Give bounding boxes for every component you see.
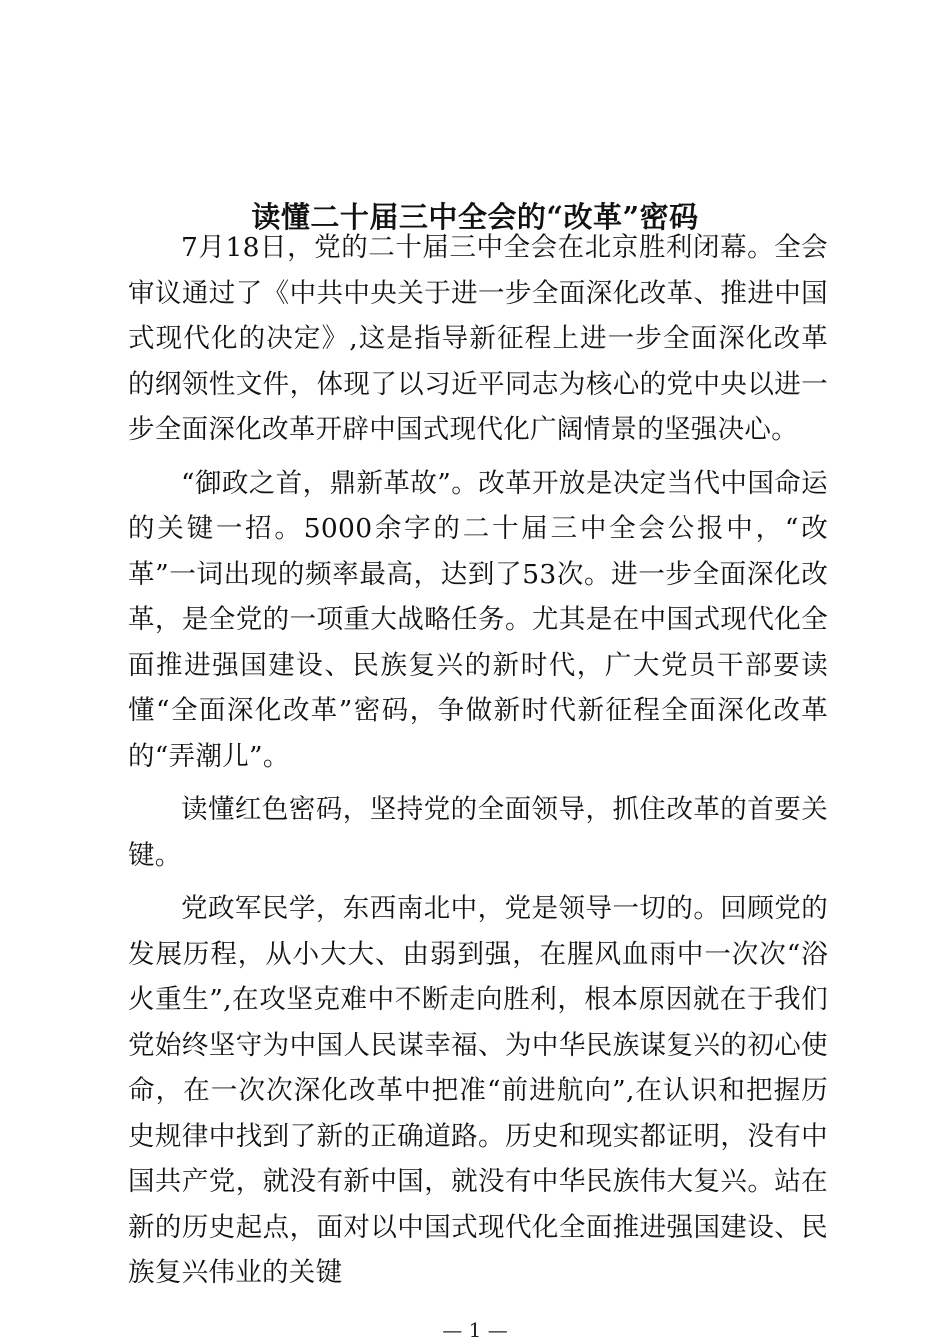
paragraph-4: 党政军民学，东西南北中，党是领导一切的。回顾党的发展历程，从小大大、由弱到强，在腥风血雨中一次次“浴火重生”,在攻坚克难中不断走向胜利，根本原因就在于我们党始终坚守为中国人民谋幸福、为中华民族谋复兴的初心使命，在一次次深化改革中把准“前进航向”,在认识和把握历史规律中找到了新的正确道路。历史和现实都证明，没有中国共产党，就没有新中国，就没有中华民族伟大复兴。站在新的历史起点，面对以中国式现代化全面推进强国建设、民族复兴伟业的关键 <box>128 893 828 1288</box>
paragraph-1: 7月18日，党的二十届三中全会在北京胜利闭幕。全会审议通过了《中共中央关于进一步全面深化改革、推进中国式现代化的决定》,这是指导新征程上进一步全面深化改革的纲领性文件，体现了以习近平同志为核心的党中央以进一步全面深化改革开辟中国式现代化广阔情景的坚强决心。 <box>128 232 828 445</box>
paragraph-3: 读懂红色密码，坚持党的全面领导，抓住改革的首要关键。 <box>128 794 828 871</box>
document-body <box>128 225 828 1296</box>
page-number: — 1 — <box>442 1318 508 1342</box>
paragraph-2: “御政之首，鼎新革故”。改革开放是决定当代中国命运的关键一招。5000余字的二十届三中全会公报中，“改革”一词出现的频率最高，达到了53次。进一步全面深化改革，是全党的一项重大战略任务。尤其是在中国式现代化全面推进强国建设、民族复兴的新时代，广大党员干部要读懂“全面深化改革”密码，争做新时代新征程全面深化改革的“弄潮儿”。 <box>128 467 828 772</box>
document-title: 读懂二十届三中全会的“改革”密码 <box>251 200 699 235</box>
